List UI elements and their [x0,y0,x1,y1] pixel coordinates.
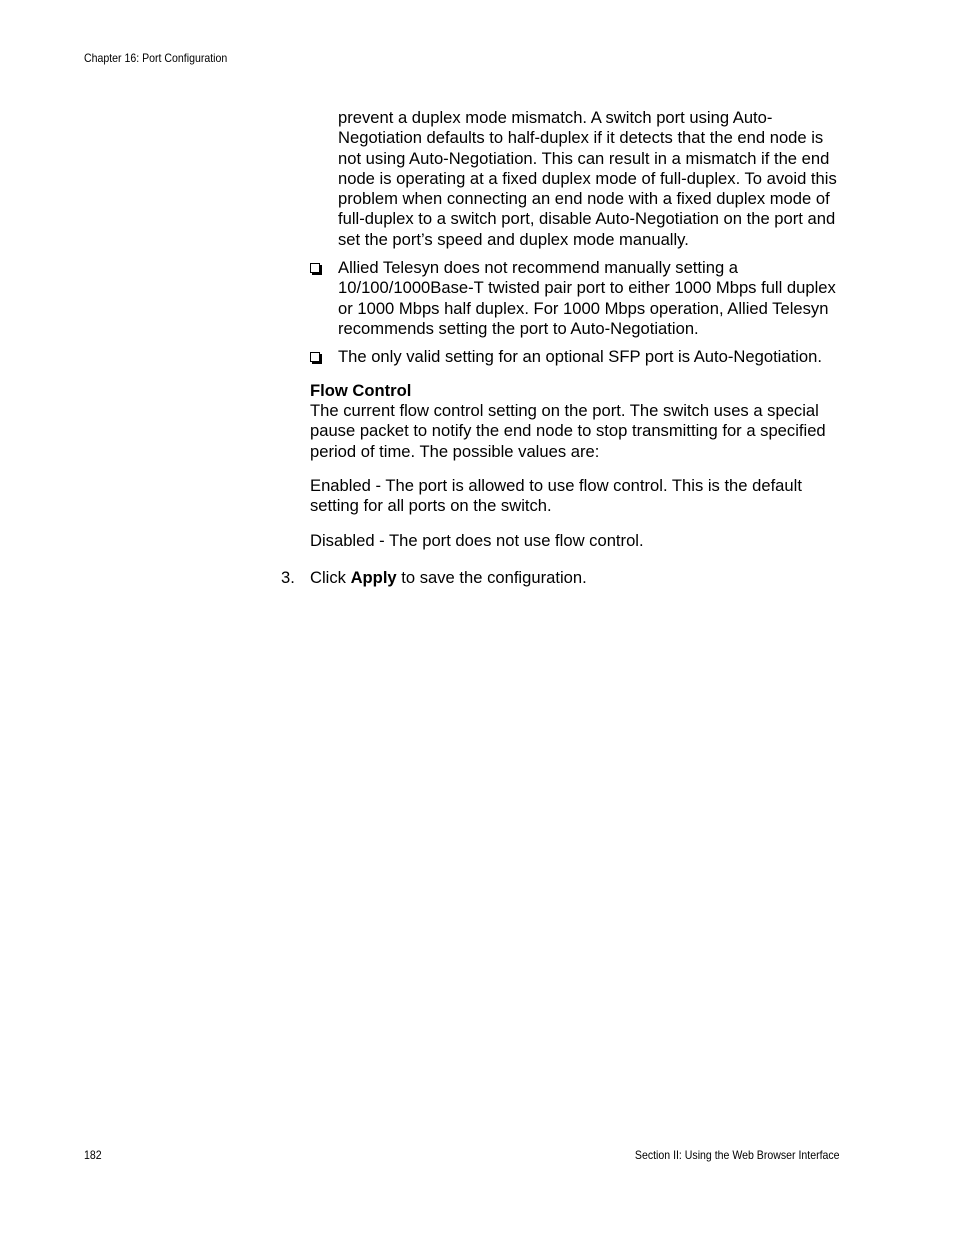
step-text [310,568,587,588]
continued-paragraph: prevent a duplex mode mismatch. A switch port using Auto-Negotiation defaults to half-duplex if it detects that the end node is not using Auto-Negotiation. This can result in a mismatch if the end node is operating at a fixed duplex mode of full-duplex. To avoid this problem when connecting an end node with a fixed duplex mode of full-duplex to a switch port, disable Auto-Negotiation on the port and set the port’s speed and duplex mode manually. [338,108,837,249]
step-prefix: Click [310,568,351,587]
page-number: 182 [84,1148,102,1162]
flow-control-disabled: Disabled - The port does not use flow control. [310,531,644,550]
step-suffix: to save the configuration. [396,568,587,587]
apply-term: Apply [350,568,397,587]
flow-control-heading: Flow Control [310,381,412,400]
flow-control-description: The current flow control setting on the port. The switch uses a special pause packet to notify the end node to stop transmitting for a specified period of time. The possible values are: [310,401,826,461]
checkbox-bullet-icon [310,263,320,273]
list-item-text: The only valid setting for an optional SFP port is Auto-Negotiation. [338,347,822,366]
flow-control-enabled: Enabled - The port is allowed to use flow control. This is the default setting for all ports on the switch. [310,476,802,516]
section-footer: Section II: Using the Web Browser Interface [635,1148,840,1162]
checkbox-bullet-icon [310,352,320,362]
list-item-text: Allied Telesyn does not recommend manually setting a 10/100/1000Base-T twisted pair port to either 1000 Mbps full duplex or 1000 Mbps half duplex. For 1000 Mbps operation, Allied Telesyn recommends setting the port to Auto-Negotiation. [338,258,836,338]
running-header: Chapter 16: Port Configuration [84,51,228,65]
step-number: 3. [281,568,295,587]
